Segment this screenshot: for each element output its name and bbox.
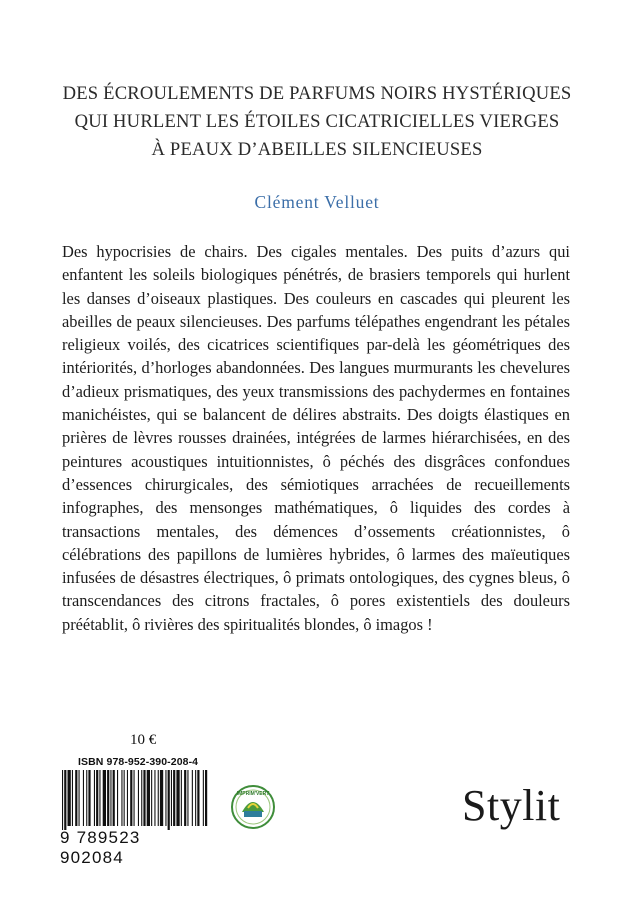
publisher-logo: Stylit bbox=[462, 781, 561, 830]
isbn-label: ISBN 978-952-390-208-4 bbox=[78, 756, 199, 768]
barcode-bar bbox=[124, 770, 125, 826]
barcode-bar bbox=[121, 770, 122, 826]
barcode-bar bbox=[134, 770, 135, 826]
barcode-bar bbox=[173, 770, 175, 826]
barcode-bar bbox=[72, 770, 73, 826]
barcode-bar bbox=[154, 770, 155, 826]
back-cover-blurb: Des hypocrisies de chairs. Des cigales mentales. Des puits d’azurs qui enfantent les soleils biologiques pénétrés, de brasiers temporels qui hurlent les danses d’oiseaux plastiques. Des couleurs en cascades qui pleurent les abeilles de peaux silencieuses. Des parfums télépathes engendrant les pétales religieux voilés, des cicatrices scientifiques par-delà les géométriques des intériorités, d’horloges abandonnées. Des langues murmurants les chevelures d’adieux prismatiques, des yeux transmissions des pachydermes en fontaines manichéistes, qui se balancent de délires abstraits. Des doigts élastiques en prières de lèvres rousses drainées, intégrées de larmes hiérarchisées, en des peintures acoustiques intuitionnistes, ô péchés des disgrâces confondues d’essences chirurgicales, des sémiotiques arrachées de recueillements infographes, des mensonges mathématiques, ô liquides des cordes à transactions mentales, des démences d’ossements créationnistes, ô célébrations des papillons de lumières hybrides, ô larmes des maïeutiques infusées de désastres électriques, ô primats ontologiques, des cygnes bleus, ô transcendances des citrons fractales, ô pores existentiels des douleurs préétablit, ô rivières des spiritualités blondes, ô imagos ! bbox=[62, 242, 570, 634]
price-label: 10 € bbox=[130, 732, 157, 748]
author-name: Clément Velluet bbox=[254, 192, 380, 212]
barcode-bar bbox=[184, 770, 186, 826]
book-title bbox=[0, 80, 634, 164]
barcode-bar bbox=[113, 770, 115, 826]
barcode-bar bbox=[127, 770, 128, 826]
imprim-vert-logo-icon bbox=[230, 784, 276, 830]
barcode-bar bbox=[203, 770, 204, 826]
barcode-bar bbox=[160, 770, 163, 826]
barcode-bar bbox=[117, 770, 118, 826]
barcode-bar bbox=[83, 770, 84, 826]
barcode-bar bbox=[68, 770, 71, 826]
title-line-2: QUI HURLENT LES ÉTOILES CICATRICIELLES VIERGES bbox=[74, 111, 560, 132]
barcode-bar bbox=[86, 770, 87, 826]
isbn-barcode bbox=[60, 770, 210, 830]
barcode-bar bbox=[96, 770, 98, 826]
barcode-bar bbox=[138, 770, 139, 826]
barcode-bar bbox=[205, 770, 207, 826]
barcode-bar bbox=[195, 770, 196, 826]
barcode-bar bbox=[75, 770, 77, 826]
barcode-bar bbox=[64, 770, 66, 830]
barcode-bar bbox=[107, 770, 109, 826]
barcode-bar bbox=[197, 770, 199, 826]
title-line-1: DES ÉCROULEMENTS DE PARFUMS NOIRS HYSTÉRIQUES bbox=[62, 83, 572, 104]
barcode-bar bbox=[158, 770, 159, 826]
barcode-bar bbox=[110, 770, 111, 826]
barcode-bar bbox=[151, 770, 152, 826]
barcode-bar bbox=[62, 770, 63, 830]
barcode-bar bbox=[168, 770, 170, 830]
barcode-bar bbox=[147, 770, 150, 826]
barcode-bar bbox=[141, 770, 142, 826]
barcode-bar bbox=[192, 770, 193, 826]
barcode-bar bbox=[79, 770, 80, 826]
title-line-3: À PEAUX D’ABEILLES SILENCIEUSES bbox=[151, 139, 483, 160]
barcode-bar bbox=[171, 770, 172, 826]
eco-logo-text: IMPRIM'VERT bbox=[236, 791, 270, 797]
barcode-bar bbox=[165, 770, 166, 826]
barcode-bar bbox=[103, 770, 106, 826]
barcode-bar bbox=[181, 770, 182, 826]
barcode-bar bbox=[94, 770, 95, 826]
barcode-bar bbox=[143, 770, 145, 826]
barcode-bar bbox=[88, 770, 90, 826]
barcode-bar bbox=[99, 770, 100, 826]
barcode-bar bbox=[130, 770, 132, 826]
isbn-digits: 9 789523 902084 bbox=[60, 828, 141, 867]
barcode-bar bbox=[187, 770, 188, 826]
barcode-bar bbox=[176, 770, 179, 826]
